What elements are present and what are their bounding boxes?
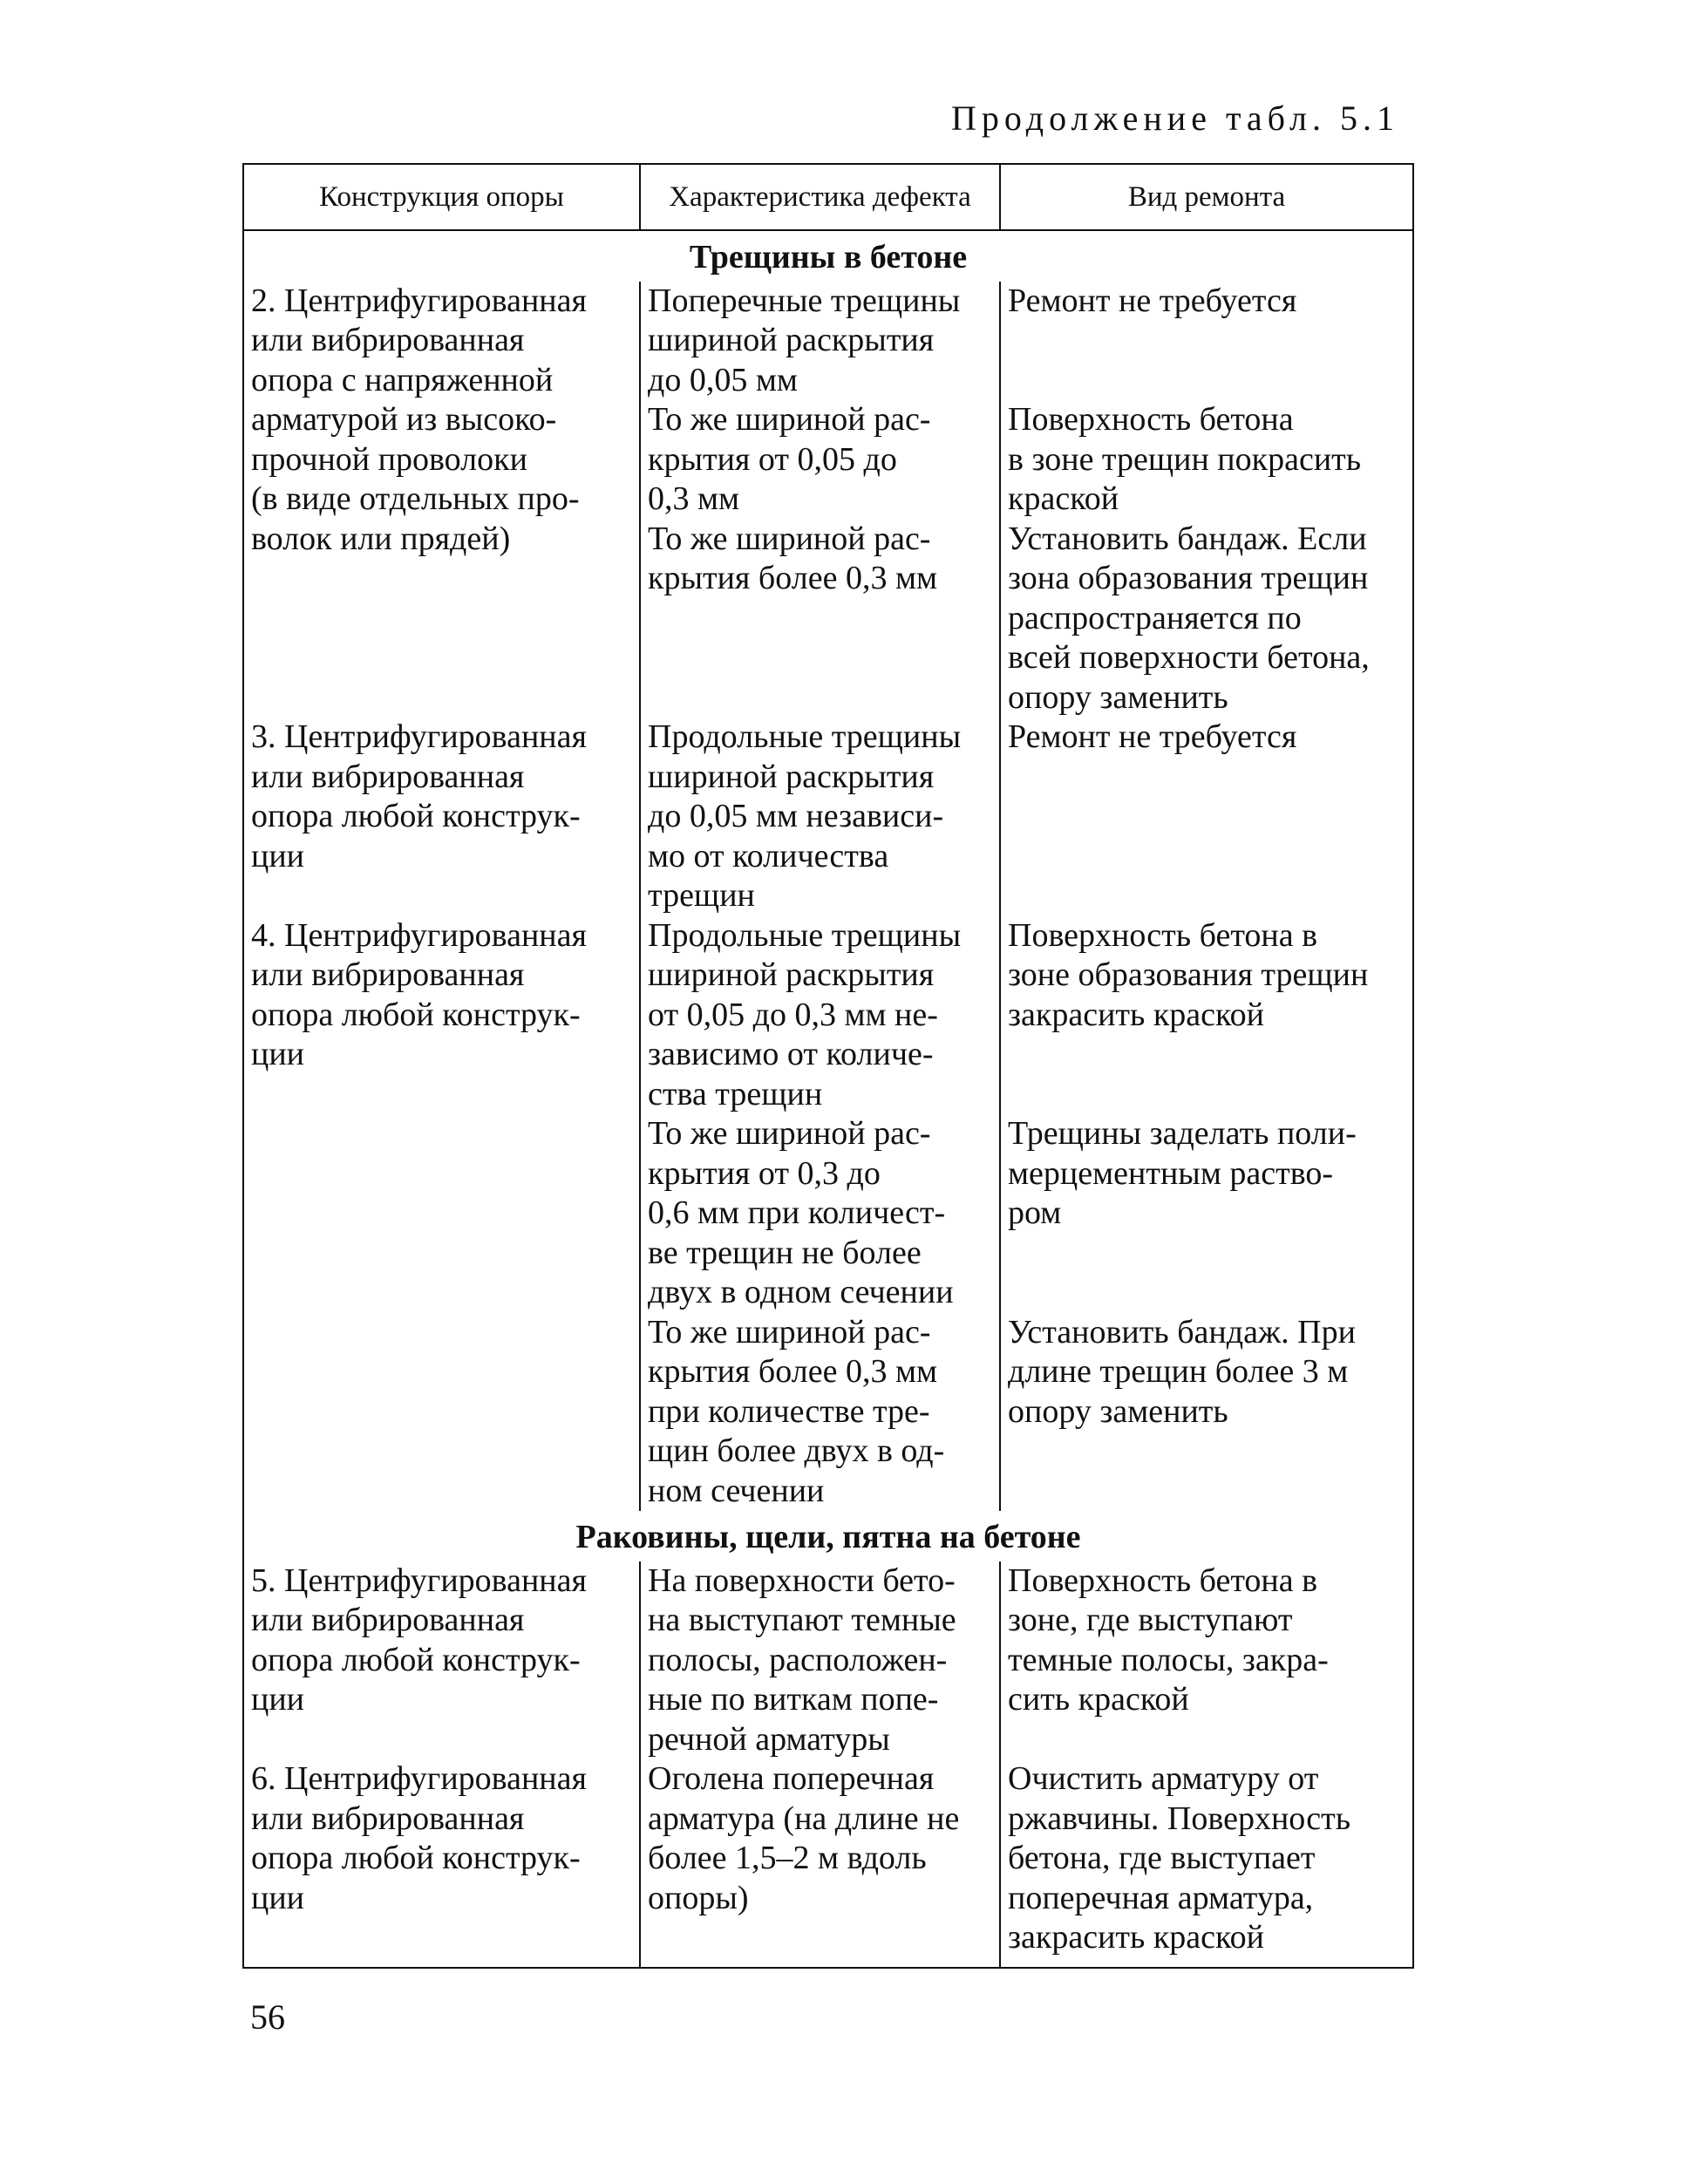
repair-cell: Поверхность бетона в зоне образования трещин закрасить краской — [1000, 916, 1413, 1115]
header-construction: Конструкция опоры — [243, 164, 640, 230]
defect-cell: Продольные трещины шириной раскрытия до 0,05 мм независи- мо от количества трещин — [640, 718, 1000, 916]
defects-table — [242, 163, 1414, 1969]
repair-cell: Ремонт не требуется — [1000, 718, 1413, 916]
defect-cell: Поперечные трещины шириной раскрытия до 0,05 мм — [640, 282, 1000, 401]
repair-cell: Поверхность бетона в зоне трещин покрасить краской — [1000, 400, 1413, 520]
table-row — [243, 1561, 1413, 1760]
repair-cell: Трещины заделать поли- мерцементным раство- ром — [1000, 1114, 1413, 1313]
construction-cell: 5. Центрифугированная или вибрированная опора любой конструк- ции — [243, 1561, 640, 1760]
defect-cell: Оголена поперечная арматура (на длине не более 1,5–2 м вдоль опоры) — [640, 1759, 1000, 1968]
repair-cell: Установить бандаж. Если зона образования трещин распространяется по всей поверхности бетона, опору заменить — [1000, 520, 1413, 718]
repair-cell: Установить бандаж. При длине трещин более 3 м опору заменить — [1000, 1313, 1413, 1512]
table-row — [243, 718, 1413, 916]
table-row — [243, 916, 1413, 1115]
construction-cell: 4. Центрифугированная или вибрированная опора любой конструк- ции — [243, 916, 640, 1512]
table-caption: Продолжение табл. 5.1 — [951, 99, 1399, 138]
repair-cell: Поверхность бетона в зоне, где выступают темные полосы, закра- сить краской — [1000, 1561, 1413, 1760]
construction-cell: 6. Центрифугированная или вибрированная опора любой конструк- ции — [243, 1759, 640, 1968]
defect-cell: То же шириной рас- крытия от 0,05 до 0,3 мм — [640, 400, 1000, 520]
defect-cell: Продольные трещины шириной раскрытия от 0,05 до 0,3 мм не- зависимо от количе- ства трещин — [640, 916, 1000, 1115]
page-number: 56 — [250, 1997, 285, 2037]
table-row — [243, 1759, 1413, 1968]
construction-cell: 2. Центрифугированная или вибрированная опора с напряженной арматурой из высоко- прочной проволоки (в виде отдельных про- волок или прядей) — [243, 282, 640, 718]
repair-cell: Ремонт не требуется — [1000, 282, 1413, 401]
defect-cell: То же шириной рас- крытия от 0,3 до 0,6 мм при количест- ве трещин не более двух в одном сечении — [640, 1114, 1000, 1313]
repair-cell: Очистить арматуру от ржавчины. Поверхность бетона, где выступает поперечная арматура, закрасить краской — [1000, 1759, 1413, 1968]
section-title-cracks: Трещины в бетоне — [243, 230, 1413, 282]
table-row — [243, 282, 1413, 401]
header-repair: Вид ремонта — [1000, 164, 1413, 230]
defect-cell: То же шириной рас- крытия более 0,3 мм при количестве тре- щин более двух в од- ном сечении — [640, 1313, 1000, 1512]
defect-cell: То же шириной рас- крытия более 0,3 мм — [640, 520, 1000, 718]
section-title-cavities: Раковины, щели, пятна на бетоне — [243, 1511, 1413, 1561]
section-row-cracks — [243, 230, 1413, 282]
table-header-row — [243, 164, 1413, 230]
defect-cell: На поверхности бето- на выступают темные полосы, расположен- ные по виткам попе- речной арматуры — [640, 1561, 1000, 1760]
construction-cell: 3. Центрифугированная или вибрированная опора любой конструк- ции — [243, 718, 640, 916]
header-defect: Характеристика дефекта — [640, 164, 1000, 230]
section-row-cavities — [243, 1511, 1413, 1561]
